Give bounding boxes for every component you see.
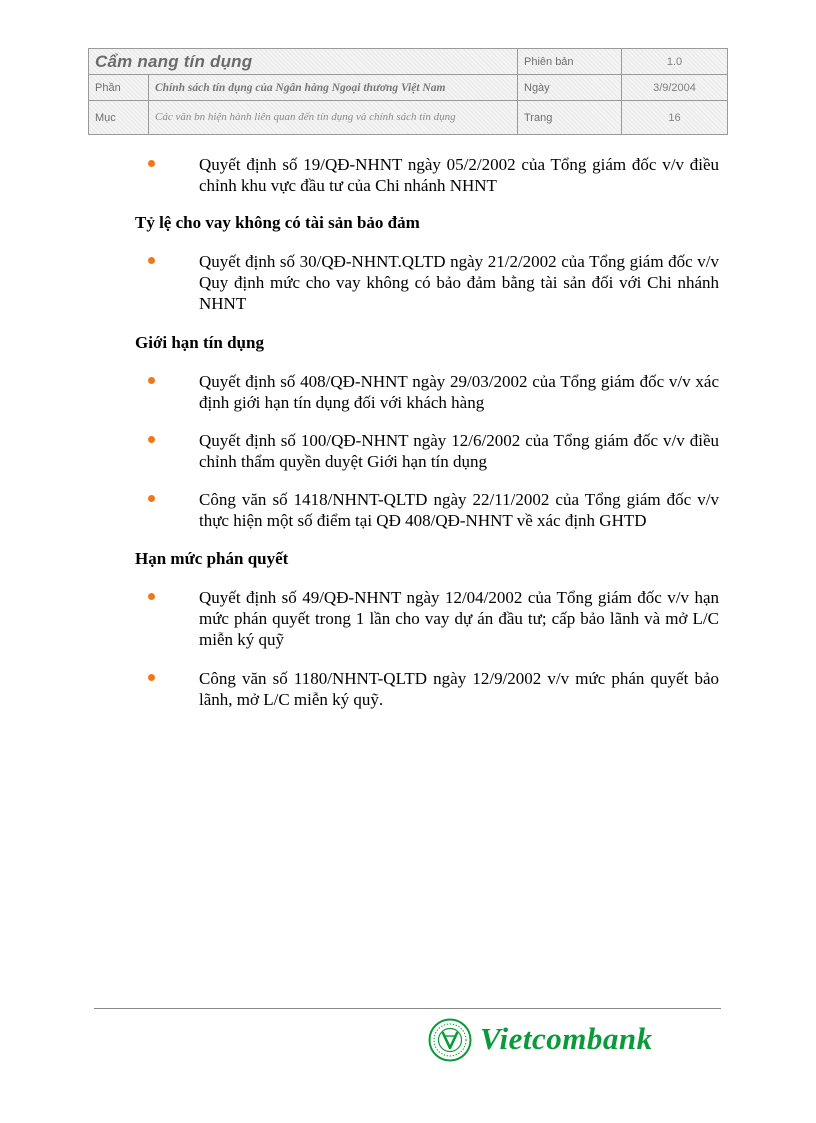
- list-item: [135, 587, 719, 650]
- list-item: [135, 154, 719, 196]
- bullet-icon: [148, 257, 155, 264]
- bullet-icon: [148, 593, 155, 600]
- list-item-text: Quyết định số 19/QĐ-NHNT ngày 05/2/2002 của Tổng giám đốc v/v điều chỉnh khu vực đầu tư của Chi nhánh NHNT: [199, 155, 719, 195]
- bullet-icon: [148, 436, 155, 443]
- part-label: Phần: [89, 75, 149, 101]
- date-label: Ngày: [518, 75, 622, 101]
- list-item: [135, 489, 719, 531]
- version-label: Phiên bản: [518, 49, 622, 75]
- page-label: Trang: [518, 101, 622, 135]
- section-heading: Giới hạn tín dụng: [135, 333, 264, 352]
- list-item: [135, 430, 719, 472]
- list-item: [135, 371, 719, 413]
- bullet-icon: [148, 377, 155, 384]
- date-value: 3/9/2004: [622, 75, 728, 101]
- document-body: [135, 154, 719, 710]
- brand-name: Vietcombank: [480, 1021, 653, 1056]
- list-item-text: Quyết định số 100/QĐ-NHNT ngày 12/6/2002 của Tổng giám đốc v/v điều chỉnh thẩm quyền duyệt Giới hạn tín dụng: [199, 431, 719, 471]
- list-item-text: Công văn số 1418/NHNT-QLTD ngày 22/11/2002 của Tổng giám đốc v/v thực hiện một số điểm tại QĐ 408/QĐ-NHNT về xác định GHTD: [199, 490, 719, 530]
- bullet-icon: [148, 160, 155, 167]
- part-value: Chính sách tín dụng của Ngân hàng Ngoại thương Việt Nam: [149, 75, 518, 101]
- manual-title: Cẩm nang tín dụng: [89, 49, 518, 75]
- document-header-table: [88, 48, 728, 135]
- list-item: [135, 251, 719, 314]
- section-heading: Tỷ lệ cho vay không có tài sản bảo đảm: [135, 213, 420, 232]
- bullet-icon: [148, 674, 155, 681]
- list-item: [135, 668, 719, 710]
- list-item-text: Công văn số 1180/NHNT-QLTD ngày 12/9/2002 v/v mức phán quyết bảo lãnh, mở L/C miễn ký quỹ.: [199, 669, 719, 709]
- vietcombank-emblem-icon: [428, 1018, 472, 1062]
- list-item-text: Quyết định số 49/QĐ-NHNT ngày 12/04/2002 của Tổng giám đốc v/v hạn mức phán quyết trong 1 lần cho vay dự án đầu tư; cấp bảo lãnh và mở L/C miễn ký quỹ: [199, 588, 719, 649]
- list-item-text: Quyết định số 408/QĐ-NHNT ngày 29/03/2002 của Tổng giám đốc v/v xác định giới hạn tín dụng đối với khách hàng: [199, 372, 719, 412]
- section-value: Các văn bn hiện hành liên quan đến tín dụng và chính sách tín dụng: [149, 101, 518, 135]
- page-value: 16: [622, 101, 728, 135]
- list-item-text: Quyết định số 30/QĐ-NHNT.QLTD ngày 21/2/2002 của Tổng giám đốc v/v Quy định mức cho vay không có bảo đảm bằng tài sản đối với Chi nhánh NHNT: [199, 252, 719, 313]
- vietcombank-logo: [428, 1018, 718, 1066]
- footer-divider: [94, 1008, 721, 1009]
- section-label: Mục: [89, 101, 149, 135]
- version-value: 1.0: [622, 49, 728, 75]
- bullet-icon: [148, 495, 155, 502]
- section-heading: Hạn mức phán quyết: [135, 549, 289, 568]
